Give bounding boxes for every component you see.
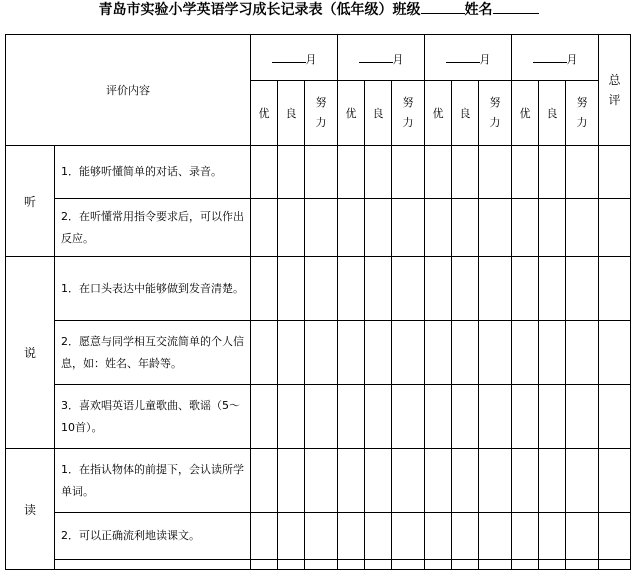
score-cell[interactable] — [365, 560, 392, 570]
month-blank — [359, 49, 393, 63]
score-cell[interactable] — [278, 199, 305, 257]
score-cell[interactable] — [392, 385, 425, 449]
score-cell[interactable] — [425, 449, 452, 513]
score-cell[interactable] — [278, 560, 305, 570]
month-blank — [533, 49, 567, 63]
score-cell[interactable] — [278, 321, 305, 385]
score-cell[interactable] — [305, 257, 338, 321]
total-cell[interactable] — [599, 513, 631, 560]
score-cell[interactable] — [251, 513, 278, 560]
score-cell[interactable] — [392, 257, 425, 321]
item-speak-1: 1．在口头表达中能够做到发音清楚。 — [55, 257, 251, 321]
total-cell[interactable] — [599, 449, 631, 513]
item-speak-3: 3．喜欢唱英语儿童歌曲、歌谣（5～10首）。 — [55, 385, 251, 449]
score-cell[interactable] — [365, 385, 392, 449]
score-cell[interactable] — [512, 257, 539, 321]
score-cell[interactable] — [251, 560, 278, 570]
score-cell[interactable] — [479, 385, 512, 449]
score-cell[interactable] — [365, 513, 392, 560]
score-cell[interactable] — [512, 513, 539, 560]
score-cell[interactable] — [278, 513, 305, 560]
score-cell[interactable] — [566, 560, 599, 570]
grade-effort: 努 力 — [479, 81, 512, 146]
score-cell[interactable] — [452, 560, 479, 570]
total-cell[interactable] — [599, 560, 631, 570]
score-cell[interactable] — [251, 449, 278, 513]
score-cell[interactable] — [539, 513, 566, 560]
score-cell[interactable] — [392, 513, 425, 560]
total-cell[interactable] — [599, 146, 631, 199]
score-cell[interactable] — [566, 449, 599, 513]
score-cell[interactable] — [479, 513, 512, 560]
total-cell[interactable] — [599, 385, 631, 449]
score-cell[interactable] — [365, 321, 392, 385]
table-row — [6, 257, 631, 321]
score-cell[interactable] — [305, 560, 338, 570]
score-cell[interactable] — [452, 449, 479, 513]
score-cell[interactable] — [512, 449, 539, 513]
total-top: 总 — [608, 73, 621, 87]
month-header-1 — [251, 35, 338, 81]
score-cell[interactable] — [539, 257, 566, 321]
score-cell[interactable] — [566, 513, 599, 560]
score-cell[interactable] — [512, 146, 539, 199]
score-cell[interactable] — [278, 449, 305, 513]
score-cell[interactable] — [566, 146, 599, 199]
score-cell[interactable] — [452, 321, 479, 385]
table-row — [6, 199, 631, 257]
class-blank — [421, 0, 465, 14]
score-cell[interactable] — [425, 257, 452, 321]
month-label: 月 — [479, 52, 491, 66]
score-cell[interactable] — [305, 199, 338, 257]
score-cell[interactable] — [512, 560, 539, 570]
grade-excellent: 优 — [251, 81, 278, 146]
score-cell[interactable] — [452, 146, 479, 199]
total-bottom: 评 — [608, 93, 621, 107]
score-cell[interactable] — [251, 257, 278, 321]
month-label: 月 — [392, 52, 404, 66]
score-cell[interactable] — [512, 385, 539, 449]
score-cell[interactable] — [452, 385, 479, 449]
score-cell[interactable] — [479, 560, 512, 570]
score-cell[interactable] — [338, 257, 365, 321]
score-cell[interactable] — [392, 146, 425, 199]
score-cell[interactable] — [305, 449, 338, 513]
month-header-4 — [512, 35, 599, 81]
score-cell[interactable] — [452, 513, 479, 560]
grade-effort: 努 力 — [566, 81, 599, 146]
month-header-3 — [425, 35, 512, 81]
eval-content-header: 评价内容 — [6, 35, 251, 146]
score-cell[interactable] — [479, 199, 512, 257]
grade-effort: 努 力 — [392, 81, 425, 146]
month-label: 月 — [305, 52, 317, 66]
score-cell[interactable] — [251, 146, 278, 199]
score-cell[interactable] — [338, 449, 365, 513]
score-cell[interactable] — [278, 146, 305, 199]
score-cell[interactable] — [278, 385, 305, 449]
table-row — [6, 385, 631, 449]
score-cell[interactable] — [566, 321, 599, 385]
score-cell[interactable] — [425, 560, 452, 570]
score-cell[interactable] — [452, 199, 479, 257]
score-cell[interactable] — [305, 321, 338, 385]
score-cell[interactable] — [392, 321, 425, 385]
score-cell[interactable] — [566, 257, 599, 321]
grade-good: 良 — [365, 81, 392, 146]
score-cell[interactable] — [512, 199, 539, 257]
score-cell[interactable] — [539, 321, 566, 385]
grade-good: 良 — [278, 81, 305, 146]
score-cell[interactable] — [392, 449, 425, 513]
month-header-row — [6, 35, 631, 81]
score-cell[interactable] — [566, 199, 599, 257]
grade-excellent: 优 — [512, 81, 539, 146]
score-cell[interactable] — [479, 257, 512, 321]
score-cell[interactable] — [365, 146, 392, 199]
score-cell[interactable] — [566, 385, 599, 449]
score-cell[interactable] — [305, 146, 338, 199]
score-cell[interactable] — [479, 146, 512, 199]
total-cell[interactable] — [599, 199, 631, 257]
score-cell[interactable] — [425, 513, 452, 560]
total-header — [599, 35, 631, 146]
month-blank — [446, 49, 480, 63]
score-cell[interactable] — [251, 321, 278, 385]
grade-good: 良 — [539, 81, 566, 146]
score-cell[interactable] — [338, 146, 365, 199]
table-row — [6, 449, 631, 513]
score-cell[interactable] — [365, 449, 392, 513]
record-table — [5, 34, 631, 570]
score-cell[interactable] — [539, 146, 566, 199]
total-cell[interactable] — [599, 257, 631, 321]
grade-excellent: 优 — [338, 81, 365, 146]
score-cell[interactable] — [539, 385, 566, 449]
item-read-1: 1．在指认物体的前提下，会认读所学单词。 — [55, 449, 251, 513]
table-row — [6, 560, 631, 570]
month-header-2 — [338, 35, 425, 81]
table-row — [6, 146, 631, 199]
score-cell[interactable] — [365, 199, 392, 257]
table-row — [6, 321, 631, 385]
total-cell[interactable] — [599, 321, 631, 385]
score-cell[interactable] — [338, 560, 365, 570]
score-cell[interactable] — [338, 199, 365, 257]
category-listen: 听 — [6, 146, 55, 257]
item-read-2: 2．可以正确流利地读课文。 — [55, 513, 251, 560]
item-cell-empty — [55, 560, 251, 570]
score-cell[interactable] — [251, 385, 278, 449]
name-blank — [493, 0, 539, 14]
score-cell[interactable] — [539, 560, 566, 570]
month-label: 月 — [566, 52, 578, 66]
score-cell[interactable] — [338, 321, 365, 385]
score-cell[interactable] — [365, 257, 392, 321]
name-label: 姓名 — [464, 2, 493, 18]
table-row — [6, 513, 631, 560]
score-cell[interactable] — [392, 560, 425, 570]
document-title — [0, 0, 637, 22]
item-listen-1: 1．能够听懂简单的对话、录音。 — [55, 146, 251, 199]
category-read: 读 — [6, 449, 55, 570]
score-cell[interactable] — [539, 199, 566, 257]
month-blank — [272, 49, 306, 63]
score-cell[interactable] — [479, 321, 512, 385]
score-cell[interactable] — [425, 321, 452, 385]
item-speak-2: 2．愿意与同学相互交流简单的个人信息，如：姓名、年龄等。 — [55, 321, 251, 385]
score-cell[interactable] — [251, 199, 278, 257]
score-cell[interactable] — [305, 513, 338, 560]
score-cell[interactable] — [338, 513, 365, 560]
score-cell[interactable] — [338, 385, 365, 449]
score-cell[interactable] — [452, 257, 479, 321]
title-text: 青岛市实验小学英语学习成长记录表（低年级）班级 — [98, 2, 421, 18]
grade-good: 良 — [452, 81, 479, 146]
score-cell[interactable] — [425, 146, 452, 199]
score-cell[interactable] — [539, 449, 566, 513]
score-cell[interactable] — [479, 449, 512, 513]
score-cell[interactable] — [278, 257, 305, 321]
category-speak: 说 — [6, 257, 55, 449]
grade-excellent: 优 — [425, 81, 452, 146]
score-cell[interactable] — [305, 385, 338, 449]
score-cell[interactable] — [425, 385, 452, 449]
item-listen-2: 2．在听懂常用指令要求后，可以作出反应。 — [55, 199, 251, 257]
score-cell[interactable] — [392, 199, 425, 257]
score-cell[interactable] — [425, 199, 452, 257]
grade-effort: 努 力 — [305, 81, 338, 146]
score-cell[interactable] — [512, 321, 539, 385]
